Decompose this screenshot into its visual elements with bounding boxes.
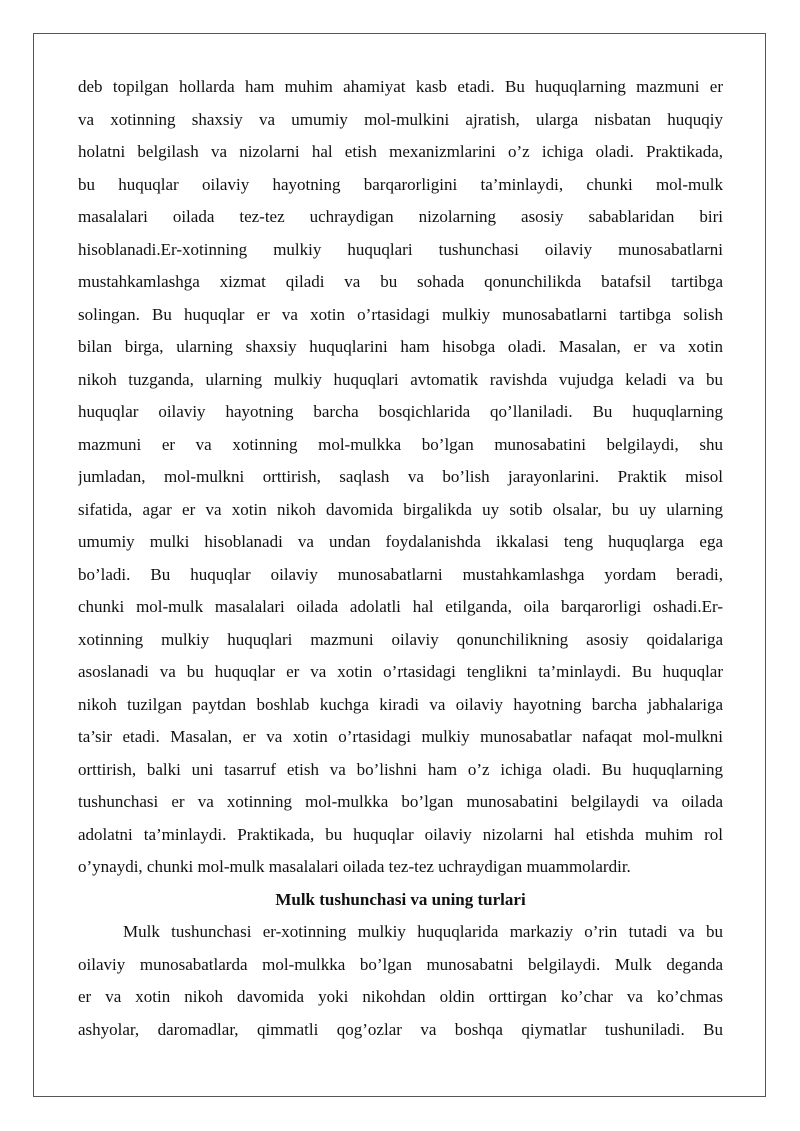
text-line: bo’ladi. Bu huquqlar oilaviy munosabatlarni mustahkamlashga yordam beradi,	[78, 564, 723, 584]
text-line: masalalari oilada tez-tez uchraydigan nizolarning asosiy sabablaridan biri	[78, 207, 723, 226]
text-line: xotinning mulkiy huquqlari mazmuni oilaviy qonunchilikning asosiy qoidalariga	[78, 629, 723, 649]
text-line: hisoblanadi.Er-xotinning mulkiy huquqlari tushunchasi oilaviy munosabatlarni	[78, 239, 723, 259]
text-line: jumladan, mol-mulkni orttirish, saqlash va bo’lish jarayonlarini. Praktik misol	[78, 467, 723, 486]
text-line: bu huquqlar oilaviy hayotning barqarorligini ta’minlaydi, chunki mol-mulk	[78, 174, 723, 194]
text-line: holatni belgilash va nizolarni hal etish mexanizmlarini o’z ichiga oladi. Praktikada,	[78, 142, 723, 161]
text-line: asoslanadi va bu huquqlar er va xotin o’rtasidagi tenglikni ta’minlaydi. Bu huquqlar	[78, 662, 723, 681]
text-line: o’ynaydi, chunki mol-mulk masalalari oilada tez-tez uchraydigan muammolardir.	[78, 857, 631, 876]
text-line: solingan. Bu huquqlar er va xotin o’rtasidagi mulkiy munosabatlarni tartibga solish	[78, 304, 723, 324]
text-line: chunki mol-mulk masalalari oilada adolatli hal etilganda, oila barqarorligi oshadi.Er-	[78, 597, 723, 616]
text-line: bilan birga, ularning shaxsiy huquqlarini ham hisobga oladi. Masalan, er va xotin	[78, 337, 723, 356]
text-line: er va xotin nikoh davomida yoki nikohdan oldin orttirgan ko’char va ko’chmas	[78, 987, 723, 1006]
text-line: va xotinning shaxsiy va umumiy mol-mulkini ajratish, ularga nisbatan huquqiy	[78, 109, 723, 129]
text-line: mustahkamlashga xizmat qiladi va bu sohada qonunchilikda batafsil tartibga	[78, 272, 723, 291]
text-line: nikoh tuzganda, ularning mulkiy huquqlari avtomatik ravishda vujudga keladi va bu	[78, 369, 723, 389]
text-line: ta’sir etadi. Masalan, er va xotin o’rtasidagi mulkiy munosabatlar nafaqat mol-mulkni	[78, 727, 723, 746]
text-line: Mulk tushunchasi er-xotinning mulkiy huquqlarida markaziy o’rin tutadi va bu	[123, 922, 723, 941]
text-line: adolatni ta’minlaydi. Praktikada, bu huquqlar oilaviy nizolarni hal etishda muhim rol	[78, 824, 723, 844]
text-line: nikoh tuzilgan paytdan boshlab kuchga kiradi va oilaviy hayotning barcha jabhalariga	[78, 694, 723, 714]
text-line: mazmuni er va xotinning mol-mulkka bo’lgan munosabatini belgilaydi, shu	[78, 434, 723, 454]
text-line: tushunchasi er va xotinning mol-mulkka bo’lgan munosabatini belgilaydi va oilada	[78, 792, 723, 811]
paragraph-1	[78, 71, 723, 884]
text-line: sifatida, agar er va xotin nikoh davomida birgalikda uy sotib olsalar, bu uy ularning	[78, 499, 723, 519]
document-body	[78, 71, 723, 1046]
paragraph-2	[78, 916, 723, 1046]
text-line: oilaviy munosabatlarda mol-mulkka bo’lgan munosabatni belgilaydi. Mulk deganda	[78, 954, 723, 974]
text-line: orttirish, balki uni tasarruf etish va bo’lishni ham o’z ichiga oladi. Bu huquqlarning	[78, 759, 723, 779]
section-heading: Mulk tushunchasi va uning turlari	[275, 889, 526, 909]
text-line: deb topilgan hollarda ham muhim ahamiyat kasb etadi. Bu huquqlarning mazmuni er	[78, 77, 723, 96]
text-line: huquqlar oilaviy hayotning barcha bosqichlarida qo’llaniladi. Bu huquqlarning	[78, 402, 723, 421]
text-line: umumiy mulki hisoblanadi va undan foydalanishda ikkalasi teng huquqlarga ega	[78, 532, 723, 551]
text-line: ashyolar, daromadlar, qimmatli qog’ozlar va boshqa qiymatlar tushuniladi. Bu	[78, 1019, 723, 1039]
